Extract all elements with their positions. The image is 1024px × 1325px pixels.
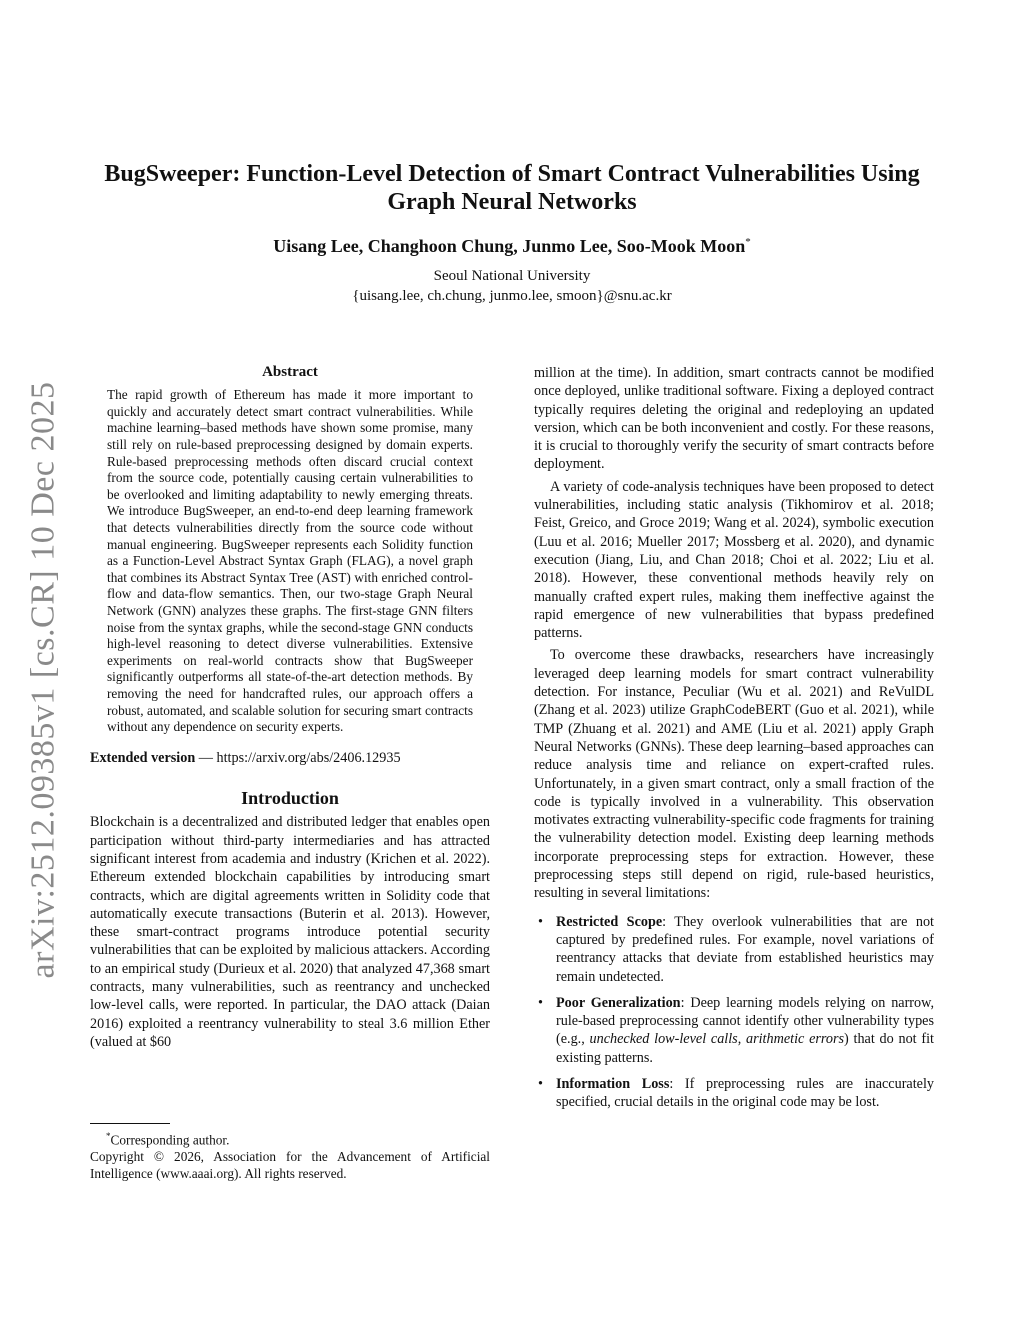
bullet-text: : Deep learning models relying on narrow, rule-based preprocessing cannot identify other vulnerability types (e.g., <box>556 994 934 1048</box>
bullet-term: Restricted Scope <box>556 913 663 930</box>
extended-version-label: Extended version <box>90 749 196 766</box>
bullet-term: Poor Generalization <box>556 994 681 1011</box>
right-paragraph-2: A variety of code-analysis techniques have been proposed to detect vulnerabilities, including static analysis (Tikhomirov et al. 2018; Feist, Greico, and Groce 2019; Wang et al. 2024), symbolic execution (Luu et al. 2016; Mueller 2017; Mossberg et al. 2020), and dynamic execution (Jiang, Liu, and Chan 2018; Choi et al. 2022; Liu et al. 2018). However, these conventional methods heavily rely on manually crafted expert rules, making them ineffective against the rapid emergence of new vulnerabilities that bypass predefined patterns. <box>534 478 934 642</box>
introduction-paragraph-1: Blockchain is a decentralized and distributed ledger that enables open participation without third-party intermediaries and has attracted significant interest from academia and industry (Krichen et al. 2022). Ethereum extended blockchain capabilities by introducing smart contracts, which are digital agreements written in Solidity code that automatically execute transactions (Buterin et al. 2013). However, these smart-contract programs introduce potential security vulnerabilities that can be exploited by malicious attackers. According to an empirical study (Durieux et al. 2020) that analyzed 47,368 smart contracts, many vulnerabilities, such as reentrancy and unchecked low-level calls, were reported. In particular, the DAO attack (Daian 2016) exploited a reentrancy vulnerability to steal 3.6 million Ether (valued at $60 <box>90 814 490 1050</box>
bullet-glyph: • <box>538 1075 543 1092</box>
list-item-poor-generalization <box>534 994 934 1067</box>
arxiv-identifier-stamp <box>18 370 68 990</box>
footnote-copyright: Copyright © 2026, Association for the Advancement of Artificial Intelligence (www.aaai.org). All rights reserved. <box>90 1149 490 1182</box>
bullet-glyph: • <box>538 913 543 930</box>
bullet-text: : They overlook vulnerabilities that are not captured by predefined rules. For example, novel variations of reentrancy attacks that deviate from established heuristics may remain undetected. <box>556 913 934 985</box>
bullet-text: , <box>737 1031 746 1048</box>
abstract-heading: Abstract <box>262 364 318 380</box>
paper-title <box>90 160 934 216</box>
bullet-glyph: • <box>538 994 543 1011</box>
limitations-list <box>534 913 934 1112</box>
affiliation: Seoul National University <box>433 268 591 284</box>
corresponding-author-mark: * <box>745 236 751 248</box>
title-line-1: BugSweeper: Function-Level Detection of Smart Contract Vulnerabilities Using <box>104 161 920 187</box>
right-paragraph-1: million at the time). In addition, smart contracts cannot be modified once deployed, unlike traditional software. Fixing a deployed contract typically requires deleting the original and redeploying an updated version, which can be both inconvenient and costly. For these reasons, it is crucial to thoroughly verify the security of smart contracts before deployment. <box>534 365 934 473</box>
introduction-heading: Introduction <box>241 788 339 809</box>
right-paragraph-3: To overcome these drawbacks, researchers have increasingly leveraged deep learning models for smart contract vulnerability detection. For instance, Peculiar (Wu et al. 2021) and ReVulDL (Zhang et al. 2023) utilize GraphCodeBERT (Guo et al. 2021), while TMP (Zhuang et al. 2021) and AME (Liu et al. 2021) apply Graph Neural Networks (GNNs). These deep learning–based approaches can reduce analysis time and reliance on expert-crafted rules. Unfortunately, in a given smart contract, only a small fraction of the code is typically involved in a vulnerability. This observation motivates extracting vulnerability-specific code fragments for training the vulnerability detection model. Existing deep learning methods incorporate preprocessing steps for extraction. However, these preprocessing steps still depend on rigid, rule-based heuristics, resulting in several limitations: <box>534 647 934 902</box>
author-list <box>90 236 934 257</box>
affiliation-block <box>90 266 934 306</box>
right-column <box>534 364 934 1120</box>
title-line-2: Graph Neural Networks <box>387 189 637 215</box>
bullet-text: ) that do not fit existing patterns. <box>556 1031 934 1066</box>
abstract-text: The rapid growth of Ethereum has made it more important to quickly and accurately detect smart contract vulnerabilities. While machine learning–based methods have shown some promise, many still rely on rule-based preprocessing designed by domain experts. Rule-based preprocessing methods often discard crucial context from the source code, potentially causing certain vulnerabilities to be overlooked and limiting adaptability to newly emerging threats. We introduce BugSweeper, an end-to-end deep learning framework that detects vulnerabilities directly from the source code without manual engineering. BugSweeper represents each Solidity function as a Function-Level Abstract Syntax Graph (FLAG), a novel graph that combines its Abstract Syntax Tree (AST) with enriched control-flow and data-flow semantics. Then, our two-stage Graph Neural Network (GNN) analyzes these graphs. The first-stage GNN filters noise from the syntax graphs, while the second-stage GNN conducts high-level reasoning to detect diverse vulnerabilities. Extensive experiments on real-world contracts show that BugSweeper significantly outperforms all state-of-the-art detection methods. By removing the need for handcrafted rules, our approach offers a robust, automated, and scalable solution for securing smart contracts without any dependence on security experts. <box>107 387 473 735</box>
left-column <box>90 360 490 1051</box>
extended-version-line <box>90 749 490 767</box>
footnote-corresponding-text: Corresponding author. <box>110 1132 230 1148</box>
footnote-mark: * <box>106 1131 111 1141</box>
bullet-italic-term: arithmetic errors <box>746 1031 845 1048</box>
list-item-restricted-scope <box>534 913 934 986</box>
list-item-information-loss <box>534 1075 934 1112</box>
author-emails: {uisang.lee, ch.chung, junmo.lee, smoon}@snu.ac.kr <box>352 288 672 304</box>
bullet-italic-term: unchecked low-level calls <box>589 1031 738 1048</box>
authors-text: Uisang Lee, Changhoon Chung, Junmo Lee, Soo-Mook Moon <box>273 236 746 256</box>
extended-version-url: — https://arxiv.org/abs/2406.12935 <box>195 749 401 766</box>
footnote-rule <box>90 1123 170 1124</box>
footnote-corresponding <box>90 1128 490 1148</box>
bullet-term: Information Loss <box>556 1075 670 1092</box>
bullet-text: : If preprocessing rules are inaccurately specified, crucial details in the original code may be lost. <box>556 1075 934 1111</box>
footnote-block <box>90 1123 490 1182</box>
arxiv-stamp-text: arXiv:2512.09385v1 [cs.CR] 10 Dec 2025 <box>24 381 62 979</box>
